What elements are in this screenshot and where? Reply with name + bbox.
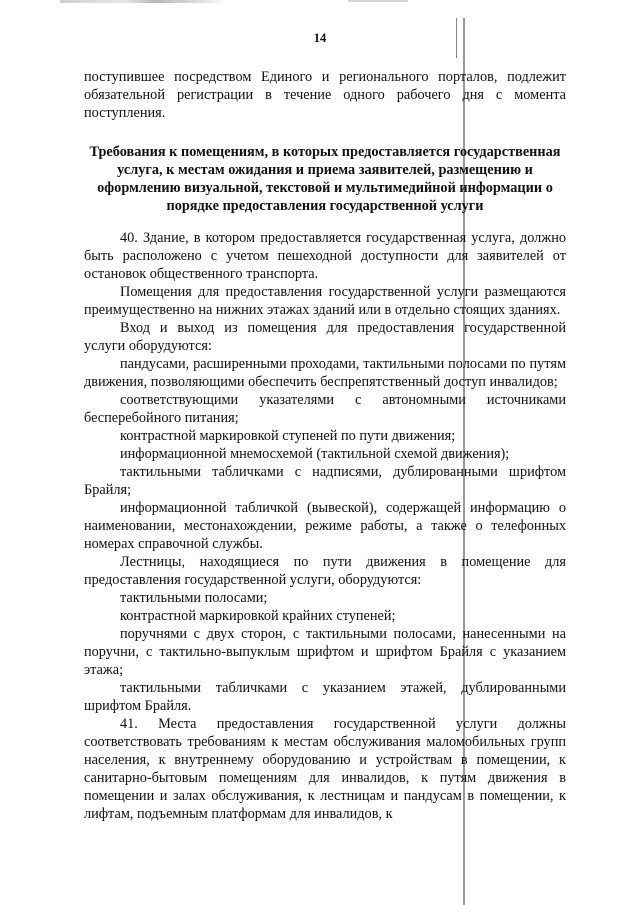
paragraph: информационной мнемосхемой (тактильной схемой движения); <box>120 446 510 462</box>
paragraph: 41. Места предоставления государственной услуги должны соответствовать требованиям к местам обслуживания маломобильных групп населения, к внутреннему оборудованию и устройствам в помещении, к санитарно-бытовым помещениям для инвалидов, к путям движения в помещении и залах обслуживания, к лестницам и пандусам в помещении, к лифтам, подъемным платформам для инвалидов, к <box>84 716 566 822</box>
paragraph: тактильными полосами; <box>120 590 268 606</box>
paragraph: 40. Здание, в котором предоставляется государственная услуга, должно быть расположено с учетом пешеходной доступности для заявителей от остановок общественного транспорта. <box>84 230 566 282</box>
paragraph: контрастной маркировкой ступеней по пути движения; <box>120 428 456 444</box>
paragraph: тактильными табличками с надписями, дублированными шрифтом Брайля; <box>84 464 566 498</box>
paragraph: тактильными табличками с указанием этажей, дублированными шрифтом Брайля. <box>84 680 566 714</box>
paragraph: Вход и выход из помещения для предоставления государственной услуги оборудуются: <box>84 320 566 354</box>
paragraph: соответствующими указателями с автономными источниками бесперебойного питания; <box>84 392 566 426</box>
page-number: 14 <box>313 31 327 45</box>
section-heading: Требования к помещениям, в которых предоставляется государственная услуга, к местам ожидания и приема заявителей, размещению и оформлению визуальной, текстовой и мультимедийной информации о порядке предоставления государственной услуги <box>89 144 561 214</box>
intro-paragraph: поступившее посредством Единого и регионального порталов, подлежит обязательной регистрации в течение одного рабочего дня с момента поступления. <box>84 69 566 121</box>
document-body <box>84 68 566 823</box>
paragraph: контрастной маркировкой крайних ступеней; <box>120 608 396 624</box>
paragraph: поручнями с двух сторон, с тактильными полосами, нанесенными на поручни, с тактильно-выпуклым шрифтом и шрифтом Брайля с указанием этажа; <box>84 626 566 678</box>
paragraph: Лестницы, находящиеся по пути движения в помещение для предоставления государственной услуги, оборудуются: <box>84 554 566 588</box>
scan-artifact-top <box>60 0 220 3</box>
paragraph: информационной табличкой (вывеской), содержащей информацию о наименовании, местонахождении, режиме работы, а также о телефонных номерах справочной службы. <box>84 500 566 552</box>
paragraph: пандусами, расширенными проходами, тактильными полосами по путям движения, позволяющими обеспечить беспрепятственный доступ инвалидов; <box>84 356 566 390</box>
paragraph: Помещения для предоставления государственной услуги размещаются преимущественно на нижних этажах зданий или в отдельно стоящих зданиях. <box>84 284 566 318</box>
scan-artifact-top-right <box>348 0 408 2</box>
